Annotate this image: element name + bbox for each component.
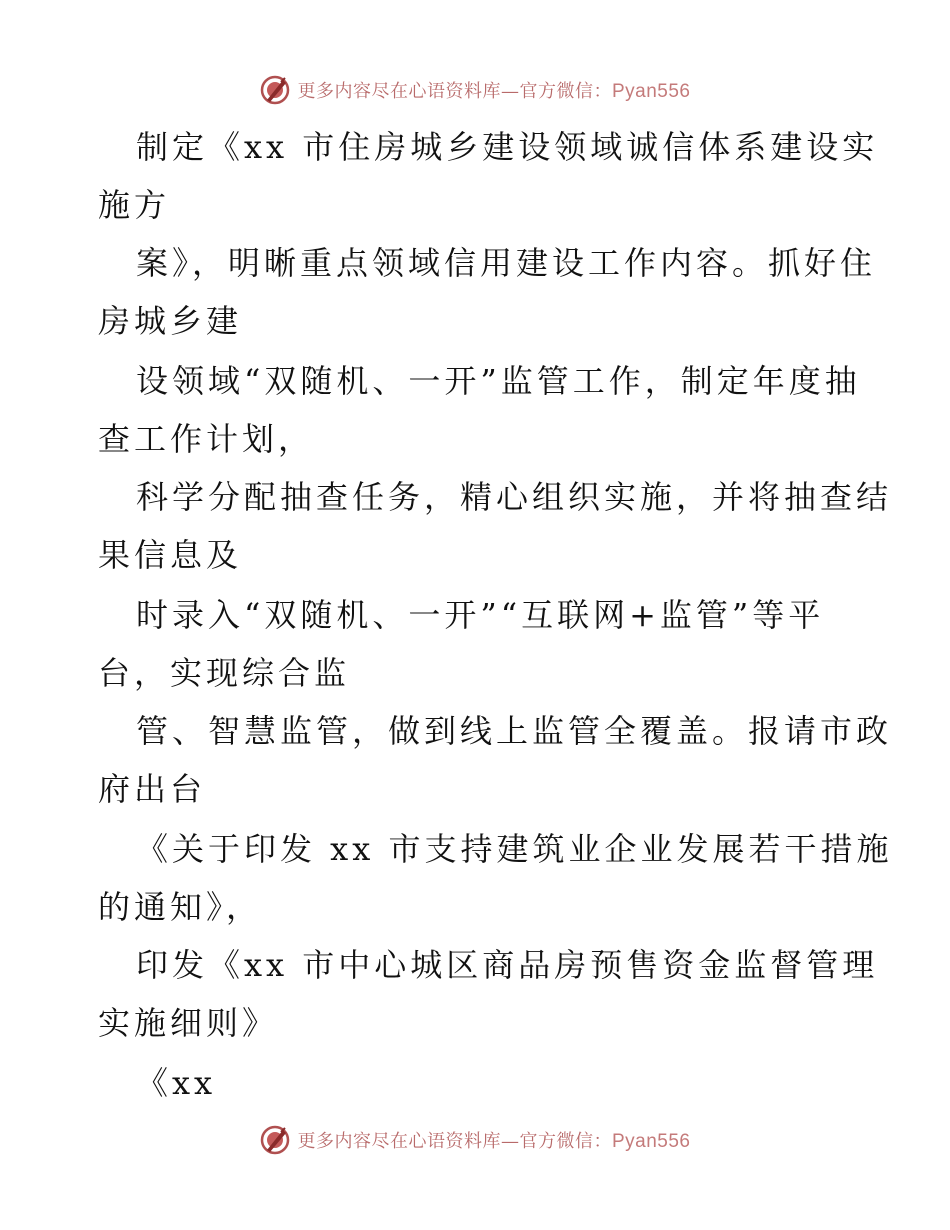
text-line-15: 印发《xx 市中心城区商品房预售资金监督管理 xyxy=(136,946,879,984)
wechat-id: Pyan556 xyxy=(611,1131,691,1152)
text-line-10: 台，实现综合监 xyxy=(98,654,351,692)
text-line-1: 制定《xx 市住房城乡建设领域诚信体系建设实 xyxy=(136,128,879,166)
wechat-id: Pyan556 xyxy=(611,81,691,102)
text-line-17: 《xx xyxy=(136,1064,217,1102)
text-line-8: 果信息及 xyxy=(98,536,243,574)
text-line-6: 查工作计划， xyxy=(98,420,315,458)
text-line-12: 府出台 xyxy=(98,770,207,808)
text-line-2: 施方 xyxy=(98,186,171,224)
text-line-11: 管、智慧监管，做到线上监管全覆盖。报请市政 xyxy=(136,712,893,750)
text-line-14: 的通知》， xyxy=(98,888,263,926)
quill-pen-circle-icon xyxy=(259,1124,291,1156)
text-line-3: 案》，明晰重点领域信用建设工作内容。抓好住 xyxy=(136,244,877,282)
text-line-4: 房城乡建 xyxy=(98,302,243,340)
banner-text: 更多内容尽在心语资料库—官方微信：Pyan556 xyxy=(297,81,691,102)
text-line-7: 科学分配抽查任务，精心组织实施，并将抽查结 xyxy=(136,478,893,516)
text-line-9: 时录入“双随机、一开”“互联网+监管”等平 xyxy=(136,596,825,634)
text-line-16: 实施细则》 xyxy=(98,1004,279,1042)
banner-text: 更多内容尽在心语资料库—官方微信：Pyan556 xyxy=(297,1131,691,1152)
text-line-5: 设领域“双随机、一开”监管工作，制定年度抽 xyxy=(136,362,861,400)
footer-banner xyxy=(0,1120,950,1160)
text-line-13: 《关于印发 xx 市支持建筑业企业发展若干措施 xyxy=(136,830,893,868)
